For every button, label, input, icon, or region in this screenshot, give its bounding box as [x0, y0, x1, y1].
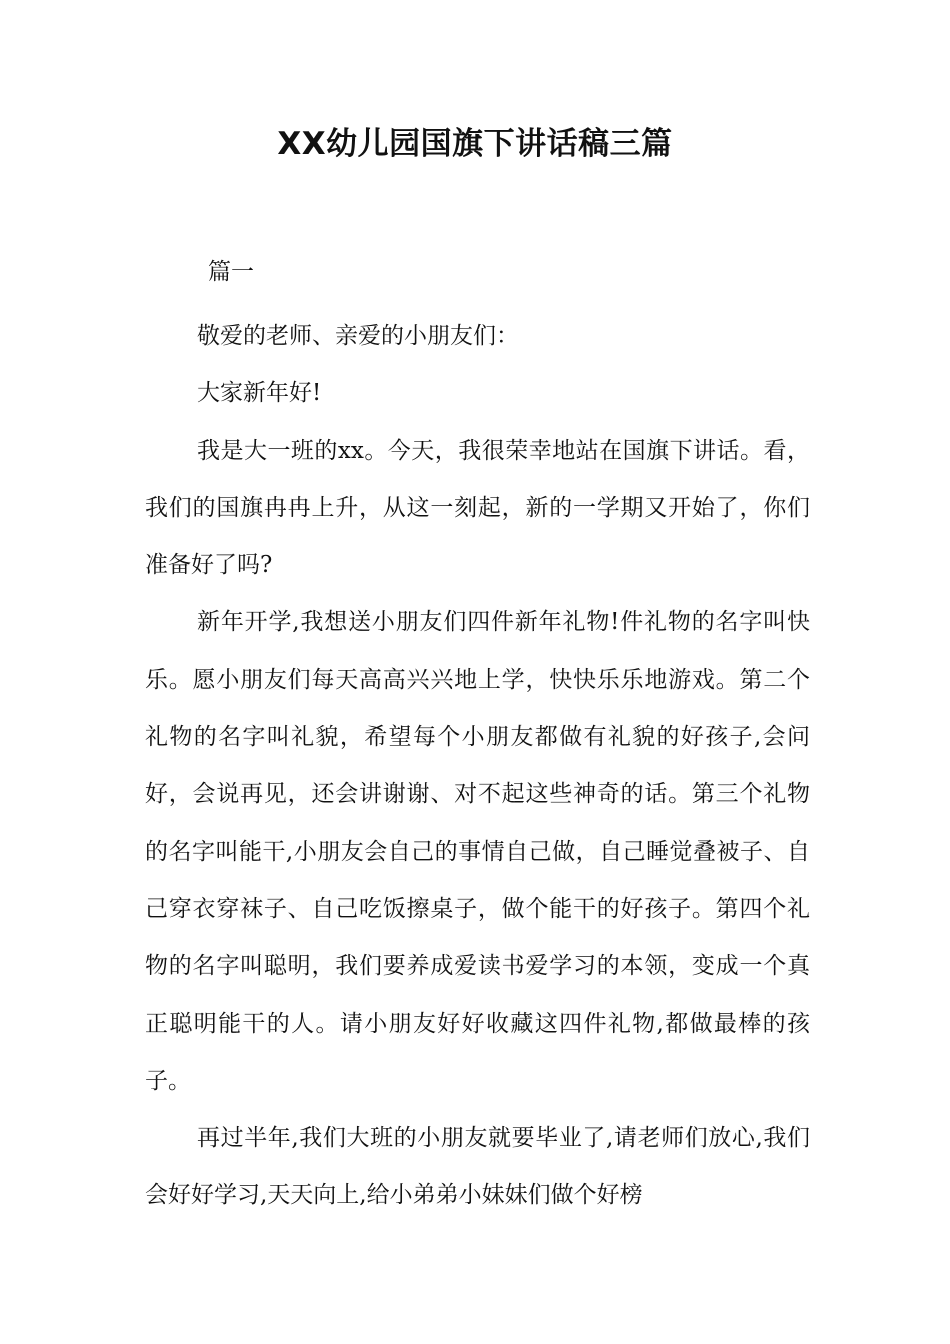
section-label: 篇一 [208, 259, 254, 285]
paragraph-new-year: 大家新年好! [197, 380, 322, 407]
paragraph-gifts: 新年开学,我想送小朋友们四件新年礼物!件礼物的名字叫快乐。愿小朋友们每天高高兴兴地上学，快快乐乐地游戏。第二个礼物的名字叫礼貌，希望每个小朋友都做有礼貌的好孩子,会问好，会说再见，还会讲谢谢、对不起这些神奇的话。第三个礼物的名字叫能干,小朋友会自己的事情自己做，自己睡觉叠被子、自己穿衣穿袜子、自己吃饭擦桌子，做个能干的好孩子。第四个礼物的名字叫聪明，我们要养成爱读书爱学习的本领，变成一个真正聪明能干的人。请小朋友好好收藏这四件礼物,都做最棒的孩子。 [145, 609, 810, 1094]
paragraph-intro: 我是大一班的xx。今天，我很荣幸地站在国旗下讲话。看，我们的国旗冉冉上升，从这一刻起，新的一学期又开始了，你们准备好了吗? [145, 437, 810, 579]
document-body [145, 308, 810, 1225]
paragraph-graduation: 再过半年,我们大班的小朋友就要毕业了,请老师们放心,我们会好好学习,天天向上,给小弟弟小妹妹们做个好榜 [145, 1125, 810, 1209]
document-title: XX幼儿园国旗下讲话稿三篇 [277, 126, 673, 162]
paragraph-greeting: 敬爱的老师、亲爱的小朋友们： [197, 323, 519, 349]
